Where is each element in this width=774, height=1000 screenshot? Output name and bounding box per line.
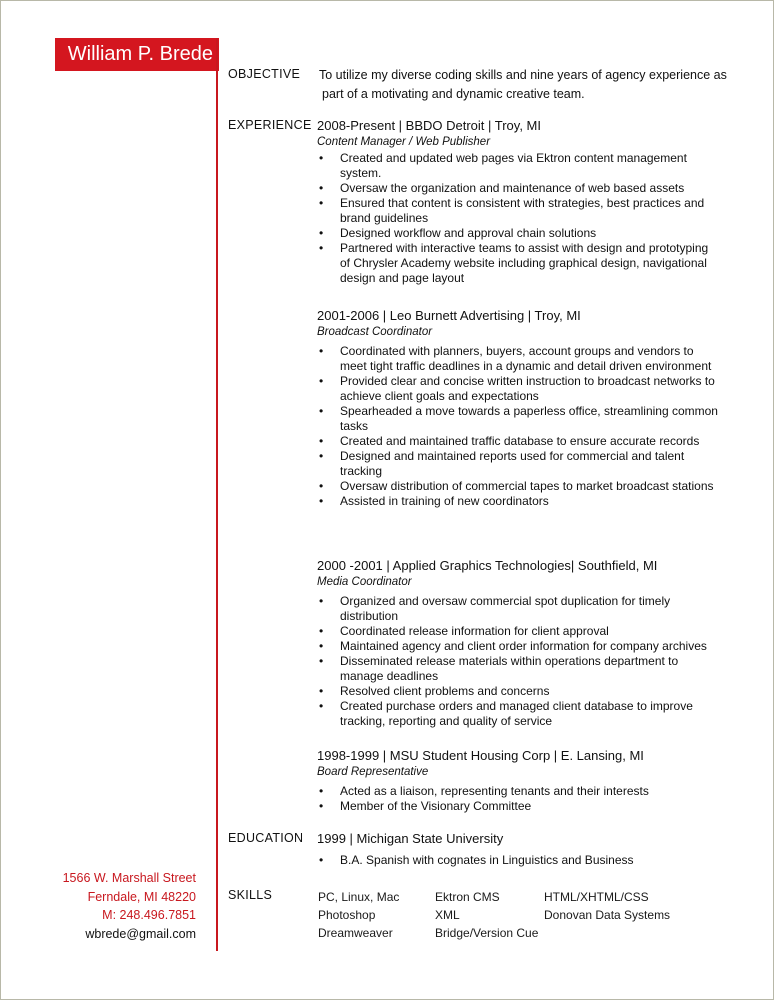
- candidate-name: William P. Brede: [67, 43, 213, 65]
- list-item: • Created and maintained traffic database to ensure accurate records: [317, 434, 720, 449]
- skill-item: PC, Linux, Mac: [318, 890, 400, 904]
- skill-item: Dreamweaver: [318, 926, 393, 940]
- skill-item: Bridge/Version Cue: [435, 926, 539, 940]
- objective-line-1: To utilize my diverse coding skills and nine years of agency experience as: [319, 68, 727, 82]
- education-label: EDUCATION: [228, 831, 304, 845]
- list-item: • Coordinated with planners, buyers, account groups and vendors to meet tight traffic deadlines in a dynamic and detail driven environment: [317, 344, 720, 374]
- list-item: • Provided clear and concise written instruction to broadcast networks to achieve client goals and expectations: [317, 374, 720, 404]
- list-item: • Designed workflow and approval chain solutions: [317, 226, 717, 241]
- skill-item: Photoshop: [318, 908, 376, 922]
- job-role: Content Manager / Web Publisher: [317, 136, 491, 148]
- list-item: • Partnered with interactive teams to assist with design and prototyping of Chrysler Academy website including graphical design, navigational design and page layout: [317, 241, 717, 286]
- skills-column-1: [318, 888, 399, 942]
- job-2: [317, 307, 737, 509]
- list-item: • Disseminated release materials within operations department to manage deadlines: [317, 654, 720, 684]
- objective-label: OBJECTIVE: [228, 67, 301, 81]
- skill-item: Ektron CMS: [435, 890, 500, 904]
- job-1: [317, 117, 737, 286]
- job-header: 1998-1999 | MSU Student Housing Corp | E. Lansing, MI: [317, 748, 644, 763]
- objective-line-2: part of a motivating and dynamic creative team.: [322, 86, 585, 101]
- list-item: • Created and updated web pages via Ektron content management system.: [317, 151, 717, 181]
- list-item: • Resolved client problems and concerns: [317, 684, 720, 699]
- list-item: • Ensured that content is consistent with strategies, best practices and brand guidelines: [317, 196, 717, 226]
- list-item: • Organized and oversaw commercial spot duplication for timely distribution: [317, 594, 720, 624]
- job-header: 2008-Present | BBDO Detroit | Troy, MI: [317, 118, 541, 133]
- job-role: Board Representative: [317, 766, 429, 778]
- vertical-divider: [216, 38, 218, 951]
- job-role: Broadcast Coordinator: [317, 326, 433, 338]
- list-item: • Acted as a liaison, representing tenants and their interests: [317, 784, 720, 799]
- job-role: Media Coordinator: [317, 576, 412, 588]
- contact-city: Ferndale, MI 48220: [87, 889, 196, 904]
- skills-column-2: [435, 888, 538, 942]
- list-item: • Member of the Visionary Committee: [317, 799, 720, 814]
- education-entry: [317, 830, 737, 868]
- list-item: • Maintained agency and client order information for company archives: [317, 639, 720, 654]
- name-banner: [55, 38, 219, 71]
- job-4: [317, 747, 737, 814]
- job-3: [317, 557, 737, 729]
- list-item: • Oversaw distribution of commercial tapes to market broadcast stations: [317, 479, 720, 494]
- list-item: • Oversaw the organization and maintenance of web based assets: [317, 181, 717, 196]
- contact-mobile: M: 248.496.7851: [102, 908, 196, 922]
- list-item: • B.A. Spanish with cognates in Linguistics and Business: [317, 853, 720, 868]
- job-header: 2001-2006 | Leo Burnett Advertising | Troy, MI: [317, 308, 581, 323]
- job-header: 2000 -2001 | Applied Graphics Technologies| Southfield, MI: [317, 558, 658, 573]
- contact-email: wbrede@gmail.com: [85, 926, 196, 941]
- experience-label: EXPERIENCE: [228, 118, 312, 132]
- contact-street: 1566 W. Marshall Street: [62, 871, 196, 885]
- skill-item: Donovan Data Systems: [544, 908, 671, 922]
- list-item: • Coordinated release information for client approval: [317, 624, 720, 639]
- list-item: • Spearheaded a move towards a paperless office, streamlining common tasks: [317, 404, 720, 434]
- skills-column-3: [544, 888, 670, 924]
- skill-item: HTML/XHTML/CSS: [544, 890, 649, 904]
- objective-text: [319, 66, 739, 103]
- list-item: • Assisted in training of new coordinators: [317, 494, 720, 509]
- list-item: • Designed and maintained reports used for commercial and talent tracking: [317, 449, 720, 479]
- skill-item: XML: [435, 908, 460, 922]
- list-item: • Created purchase orders and managed client database to improve tracking, reporting and quality of service: [317, 699, 720, 729]
- skills-label: SKILLS: [228, 888, 273, 902]
- education-header: 1999 | Michigan State University: [317, 831, 504, 846]
- contact-block: [63, 869, 196, 943]
